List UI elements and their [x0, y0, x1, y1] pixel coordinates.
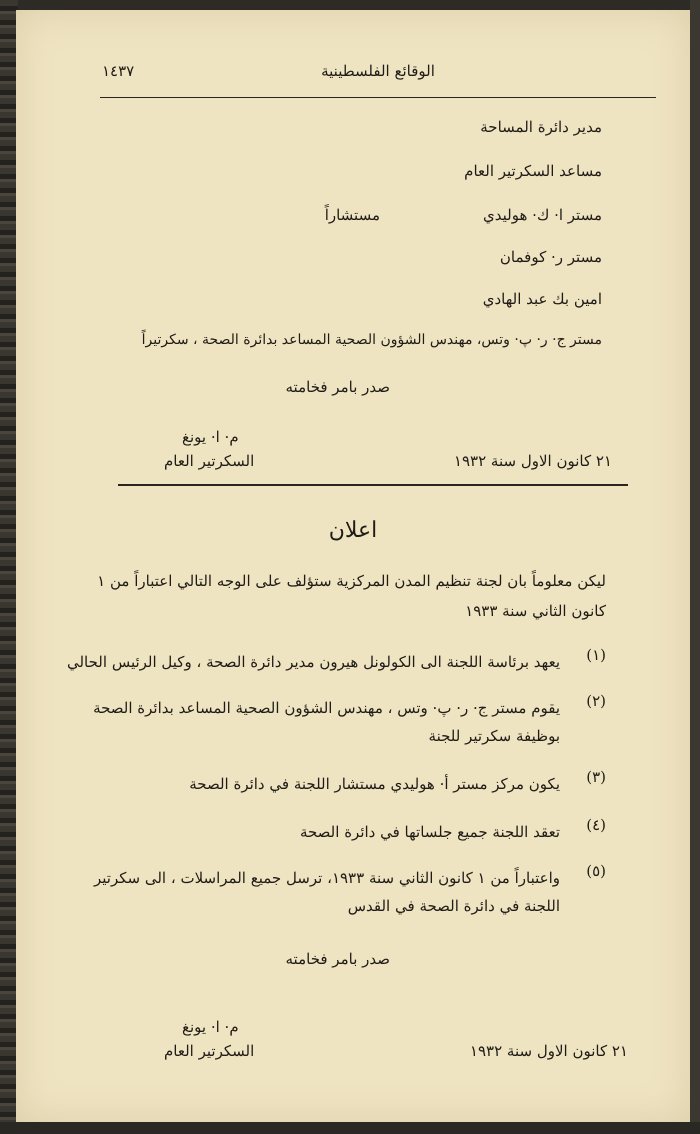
announcement-signatory-title: السكرتير العام — [164, 1042, 255, 1060]
announcement-title: اعلان — [328, 518, 378, 543]
notice-date: ٢١ كانون الاول سنة ١٩٣٢ — [453, 452, 612, 470]
announcement-item-3 — [86, 768, 606, 808]
item-number: (٥) — [586, 862, 606, 880]
member-3-note: مستشاراً — [324, 206, 380, 224]
book-binding-right — [690, 0, 700, 1134]
item-text: تعقد اللجنة جميع جلساتها في دائرة الصحة — [299, 823, 560, 841]
page-header — [100, 62, 656, 98]
gazette-page — [16, 10, 690, 1122]
item-text: يقوم مستر ج· ر· پ· وتس ، مهندس الشؤون الصحية المساعد بدائرة الصحة — [93, 699, 560, 717]
gazette-title: الوقائع الفلسطينية — [321, 62, 435, 80]
member-5: امين بك عبد الهادي — [482, 290, 602, 308]
announcement-intro-line-1: ليكن معلوماً بان لجنة تنظيم المدن المركزية ستؤلف على الوجه التالي اعتباراً من ١ — [97, 572, 606, 590]
member-4: مستر ر· كوفمان — [499, 248, 602, 266]
announcement-intro-line-2: كانون الثاني سنة ١٩٣٣ — [465, 602, 606, 620]
announcement-item-4 — [86, 816, 606, 856]
section-divider — [118, 484, 628, 486]
item-text-continued: اللجنة في دائرة الصحة في القدس — [347, 897, 560, 915]
page-number: ١٤٣٧ — [102, 62, 135, 80]
item-text: يعهد برئاسة اللجنة الى الكولونل هيرون مدير دائرة الصحة ، وكيل الرئيس الحالي — [66, 653, 560, 671]
issued-by-order: صدر بامر فخامته — [285, 378, 390, 396]
member-3: مستر ا· ك· هوليدي — [483, 206, 602, 224]
item-text: يكون مركز مستر أ· هوليدي مستشار اللجنة في دائرة الصحة — [189, 775, 560, 793]
member-2: مساعد السكرتير العام — [464, 162, 602, 180]
signatory-title: السكرتير العام — [164, 452, 255, 470]
item-number: (٢) — [586, 692, 606, 710]
announcement-item-5 — [86, 862, 606, 932]
announcement-issued-by-order: صدر بامر فخامته — [285, 950, 390, 968]
signatory-initials: م· ا· يونغ — [182, 428, 239, 446]
item-number: (١) — [586, 646, 606, 664]
announcement-item-1 — [66, 646, 606, 686]
announcement-signatory-initials: م· ا· يونغ — [182, 1018, 239, 1036]
item-text: واعتباراً من ١ كانون الثاني سنة ١٩٣٣، ترسل جميع المراسلات ، الى سكرتير — [93, 869, 560, 887]
item-number: (٣) — [586, 768, 606, 786]
book-binding-bottom — [0, 1122, 700, 1134]
announcement-item-2 — [86, 692, 606, 762]
item-number: (٤) — [586, 816, 606, 834]
item-text-continued: بوظيفة سكرتير للجنة — [428, 727, 560, 745]
announcement-date: ٢١ كانون الاول سنة ١٩٣٢ — [469, 1042, 628, 1060]
member-6: مستر ج· ر· پ· وتس، مهندس الشؤون الصحية المساعد بدائرة الصحة ، سكرتيراً — [141, 332, 602, 348]
member-1: مدير دائرة المساحة — [480, 118, 602, 136]
